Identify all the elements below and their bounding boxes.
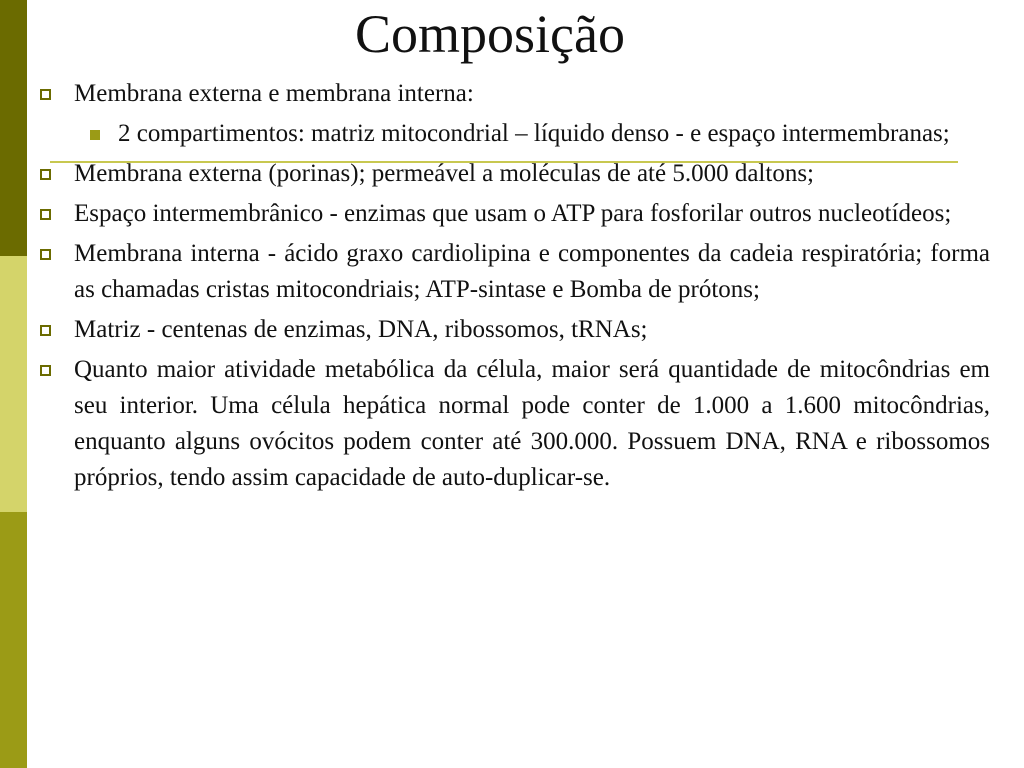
slide-content (36, 76, 990, 500)
side-color-bar (0, 0, 27, 768)
sub-bullet-text: 2 compartimentos: matriz mitocondrial – líquido denso - e espaço intermembranas; (118, 120, 950, 147)
bullet-text: Matriz - centenas de enzimas, DNA, ribossomos, tRNAs; (74, 316, 648, 343)
bullet-text: Membrana externa (porinas); permeável a moléculas de até 5.000 daltons; (74, 160, 814, 187)
slide-title: Composição (355, 4, 625, 64)
hollow-square-bullet-icon (40, 89, 51, 100)
bullet-item (36, 76, 990, 112)
hollow-square-bullet-icon (40, 169, 51, 180)
hollow-square-bullet-icon (40, 325, 51, 336)
bullet-item (36, 196, 990, 232)
bullet-text: Membrana interna - ácido graxo cardiolipina e componentes da cadeia respiratória; forma as chamadas cristas mitocondriais; ATP-sintase e Bomba de prótons; (74, 240, 990, 303)
bullet-item (36, 352, 990, 496)
hollow-square-bullet-icon (40, 365, 51, 376)
sub-bullet-item (36, 116, 990, 152)
side-bar-segment-mid (0, 512, 27, 768)
hollow-square-bullet-icon (40, 209, 51, 220)
side-bar-segment-light (0, 256, 27, 512)
hollow-square-bullet-icon (40, 249, 51, 260)
bullet-text: Quanto maior atividade metabólica da célula, maior será quantidade de mitocôndrias em seu interior. Uma célula hepática normal pode conter de 1.000 a 1.600 mitocôndrias, enquanto alguns ovócitos podem conter até 300.000. Possuem DNA, RNA e ribossomos próprios, tendo assim capacidade de auto-duplicar-se. (74, 356, 990, 491)
bullet-item (36, 156, 990, 192)
bullet-item (36, 236, 990, 308)
bullet-text: Espaço intermembrânico - enzimas que usam o ATP para fosforilar outros nucleotídeos; (74, 200, 952, 227)
bullet-text: Membrana externa e membrana interna: (74, 80, 474, 107)
solid-square-bullet-icon (90, 130, 100, 140)
bullet-item (36, 312, 990, 348)
